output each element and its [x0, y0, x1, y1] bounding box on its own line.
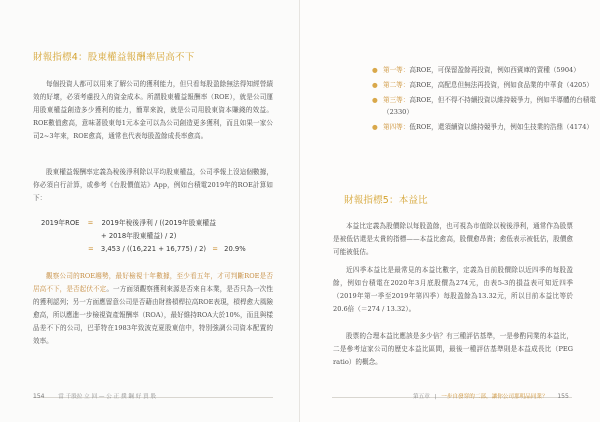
formula-line-3: [41, 243, 246, 256]
formula-line1-rhs: 2019年稅後淨利 / ((2019年股東權益: [101, 219, 216, 227]
tier-item: [372, 121, 600, 134]
tier-item: [372, 64, 600, 77]
tier-item: [372, 79, 600, 92]
formula-equals-3: =: [212, 244, 218, 253]
tier-item: [372, 94, 600, 120]
formula-result: 20.9%: [224, 244, 246, 253]
tier-text: 低ROE，還須續資以維持競爭力，例如生技業的浩鼎（4174）: [409, 123, 593, 132]
left-page-number: 154: [33, 393, 45, 400]
tier-tag: 第四等：: [383, 123, 410, 132]
right-running-title: 一步自發穿的二部，讓你公司那明品同業？: [441, 394, 548, 400]
left-footer: [33, 392, 156, 400]
roe-formula: [41, 217, 246, 255]
left-section-heading: 財報指標4：股東權益報酬率居高不下: [33, 52, 195, 63]
tier-text: 高ROE，但不得不持續投資以維持競爭力，例如半導體的台積電（2330）: [383, 95, 596, 117]
right-paragraph-3: 股票的合理本益比應該是多少倍？有三種評估基準，一是參酌同業的本益比，二是參考這家公司的歷史本益比區間，最後一種評估基準則是本益成長比（PEG ratio）的概念。: [333, 332, 573, 367]
right-footer: 第五章 | 一步自發穿的二部，讓你公司那明品同業？ 155: [413, 393, 569, 400]
left-running-title: 當 千股拉 立 回 — 公 正 撲 鋼 好 買 股: [58, 394, 157, 400]
tier-tag: 第二等：: [383, 80, 410, 89]
bullet-dot-icon: ●: [372, 95, 378, 104]
bullet-dot-icon: ●: [372, 123, 378, 132]
bullet-dot-icon: ●: [372, 80, 378, 89]
tier-tag: 第一等：: [383, 66, 410, 74]
tier-text: 高ROE，可保留盈餘再投資，例如西賓庫的賣種（5904）: [409, 66, 580, 74]
tier-text: 高ROE，高配息但無法再投資，例如食品業的中華食（4205）: [409, 80, 593, 89]
left-paragraph-2: 股東權益報酬率定義為稅後淨利除以平均股東權益，公司季報上沒這個數據，你必須自行計算，或參考《台股價值站》App，例如台積電2019年的ROE計算如下：: [33, 168, 273, 203]
highlighted-text: 觀察公司的ROE趨勢，最好檢視十年數據，至少看五年，才可判斷ROE是否居高不下，是否起伏不定: [33, 272, 273, 294]
formula-equals-2: =: [88, 244, 94, 253]
paragraph-3-rest: 。一方面須觀察獲利來源是否來自本業，是否只為一次性的獲利認列；另一方面應留意公司是否藉由財務槓桿拉高ROE表現，槓桿愈大風險愈高，所以應進一步檢視資產報酬率（ROA），最好維持ROA大於10%，而且與樣品差不下的公司，巴菲特在1983年致波克夏股東信中，特別強調公司資本配置的效率。: [33, 285, 274, 346]
formula-label: 2019年ROE: [41, 219, 80, 227]
formula-line-2: + 2018年股東權益) / 2): [101, 231, 177, 240]
formula-line-1: [41, 217, 246, 230]
tier-tag: 第三等：: [383, 95, 410, 104]
formula-equals-1: =: [87, 219, 94, 227]
right-chapter-label: 第五章: [413, 394, 430, 400]
left-paragraph-1: 每個投資人都可以用來了解公司的獲利能力，但只看每股盈餘無法得知經營績效的好壞，必須考慮投入的資金成本。所謂股東權益報酬率（ROE），就是公司運用股東權益創造多少獲利的能力，簡單來說，就是公司用股東資本賺錢的效益。ROE數值愈高，意味著股東每1元本金可以為公司創造更多獲利，而且如果一家公司2~3年來，ROE愈高，通常也代表每股盈餘成長率愈高。: [33, 80, 273, 141]
formula-line3-rhs: 3,453 / ((16,221 + 16,775) / 2): [100, 244, 207, 253]
right-section-heading: 財報指標5：本益比: [344, 195, 428, 206]
right-paragraph-1: 本益比定義為股價除以每股盈餘，也可視為市值除以稅後淨利，通常作為股票是被低估還是太貴的指標——本益比愈高，股價愈昂貴；愈低表示被低估，股價愈可能被低估。: [333, 222, 573, 257]
right-page-number: 155: [557, 393, 569, 400]
left-paragraph-3: [33, 270, 273, 349]
bullet-dot-icon: ●: [372, 66, 378, 74]
right-paragraph-2: 近四季本益比是最常見的本益比數字，定義為目前股價除以近四季的每股盈餘，例如台積電在2020年3月底股價為274元，由表5-3的損益表可知近四季（2019年第一季至2019年第四季）每股盈餘為13.32元，所以目前本益比等於20.6倍（＝274 / 13.32）。: [333, 266, 573, 314]
roe-tier-list: [332, 64, 600, 136]
